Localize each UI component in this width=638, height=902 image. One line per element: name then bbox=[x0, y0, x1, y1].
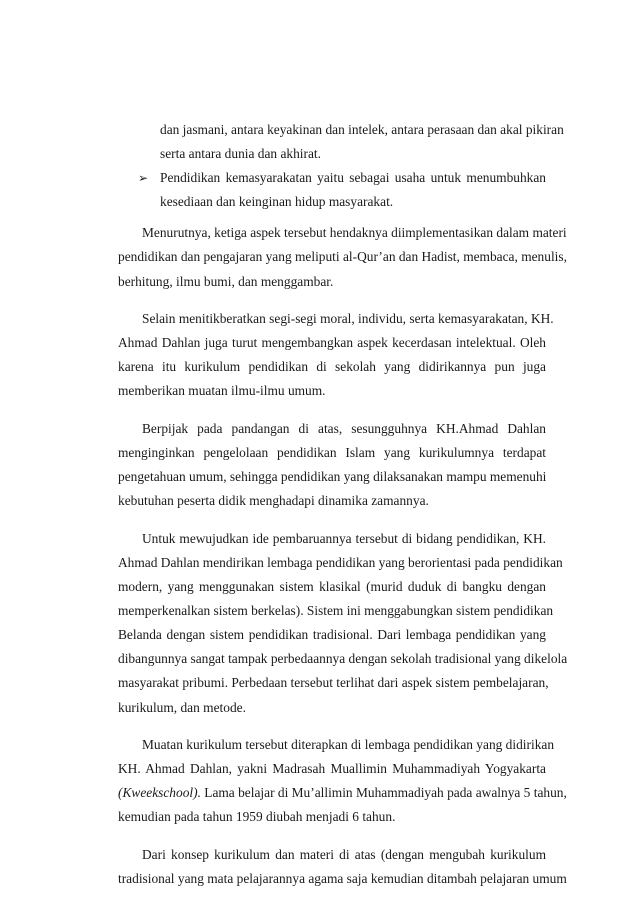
paragraph bbox=[118, 221, 567, 293]
paragraph-line: tradisional yang mata pelajarannya agama saja kemudian ditambah pelajaran umum bbox=[118, 871, 567, 887]
paragraph-line: menginginkan pengelolaan pendidikan Islam yang kurikulumnya terdapat bbox=[118, 445, 546, 461]
list-item bbox=[118, 166, 546, 190]
paragraph-line: Dari konsep kurikulum dan materi di atas (dengan mengubah kurikulum bbox=[142, 847, 546, 863]
paragraph-line: dibangunnya sangat tampak perbedaannya dengan sekolah tradisional yang dikelola bbox=[118, 651, 568, 667]
list-item-text: Pendidikan kemasyarakatan yaitu sebagai usaha untuk menumbuhkan bbox=[160, 170, 546, 186]
paragraph-line: kurikulum, dan metode. bbox=[118, 699, 246, 715]
paragraph-line: karena itu kurikulum pendidikan di sekolah yang didirikannya pun juga bbox=[118, 359, 546, 375]
paragraph-text: Lama belajar di Mu’allimin Muhammadiyah pada awalnya 5 tahun, bbox=[200, 785, 567, 801]
paragraph-line: Selain menitikberatkan segi-segi moral, individu, serta kemasyarakatan, KH. bbox=[142, 311, 554, 327]
paragraph-line: memperkenalkan sistem berkelas). Sistem ini menggabungkan sistem pendidikan bbox=[118, 603, 554, 619]
paragraph-line: Ahmad Dahlan mendirikan lembaga pendidikan yang berorientasi pada pendidikan bbox=[118, 555, 563, 570]
paragraph-line: Ahmad Dahlan juga turut mengembangkan aspek kecerdasan intelektual. Oleh bbox=[118, 335, 546, 351]
paragraph bbox=[118, 417, 546, 513]
paragraph-line: masyarakat pribumi. Perbedaan tersebut terlihat dari aspek sistem pembelajaran, bbox=[118, 675, 549, 691]
arrow-bullet-icon: ➢ bbox=[138, 171, 149, 186]
paragraph bbox=[118, 307, 554, 403]
continuation-line: dan jasmani, antara keyakinan dan intelek, antara perasaan dan akal pikiran bbox=[160, 122, 564, 137]
paragraph bbox=[118, 843, 567, 891]
paragraph-line: Berpijak pada pandangan di atas, sesungguhnya KH.Ahmad Dahlan bbox=[142, 421, 546, 437]
document-body bbox=[118, 118, 568, 891]
paragraph-line: KH. Ahmad Dahlan, yakni Madrasah Muallimin Muhammadiyah Yogyakarta bbox=[118, 761, 546, 777]
continuation-line: serta antara dunia dan akhirat. bbox=[160, 146, 321, 162]
paragraph-line: kebutuhan peserta didik menghadapi dinamika zamannya. bbox=[118, 493, 429, 509]
paragraph bbox=[118, 733, 567, 829]
paragraph-line: memberikan muatan ilmu-ilmu umum. bbox=[118, 383, 326, 399]
paragraph-line: berhitung, ilmu bumi, dan menggambar. bbox=[118, 273, 334, 289]
paragraph-line: modern, yang menggunakan sistem klasikal (murid duduk di bangku dengan bbox=[118, 579, 546, 595]
paragraph-line: Belanda dengan sistem pendidikan tradisional. Dari lembaga pendidikan yang bbox=[118, 627, 546, 643]
paragraph-line: pendidikan dan pengajaran yang meliputi al-Qur’an dan Hadist, membaca, menulis, bbox=[118, 249, 567, 265]
paragraph-line bbox=[118, 781, 567, 805]
paragraph-line: pengetahuan umum, sehingga pendidikan yang dilaksanakan mampu memenuhi bbox=[118, 469, 547, 485]
paragraph bbox=[118, 527, 568, 720]
italic-term: (Kweekschool). bbox=[118, 785, 201, 801]
paragraph-line: kemudian pada tahun 1959 diubah menjadi 6 tahun. bbox=[118, 809, 396, 825]
paragraph-line: Untuk mewujudkan ide pembaruannya tersebut di bidang pendidikan, KH. bbox=[142, 530, 546, 546]
paragraph-line: Menurutnya, ketiga aspek tersebut hendaknya diimplementasikan dalam materi bbox=[142, 225, 567, 241]
list-item-text: kesediaan dan keinginan hidup masyarakat. bbox=[160, 194, 394, 210]
paragraph-line: Muatan kurikulum tersebut diterapkan di lembaga pendidikan yang didirikan bbox=[142, 737, 555, 753]
